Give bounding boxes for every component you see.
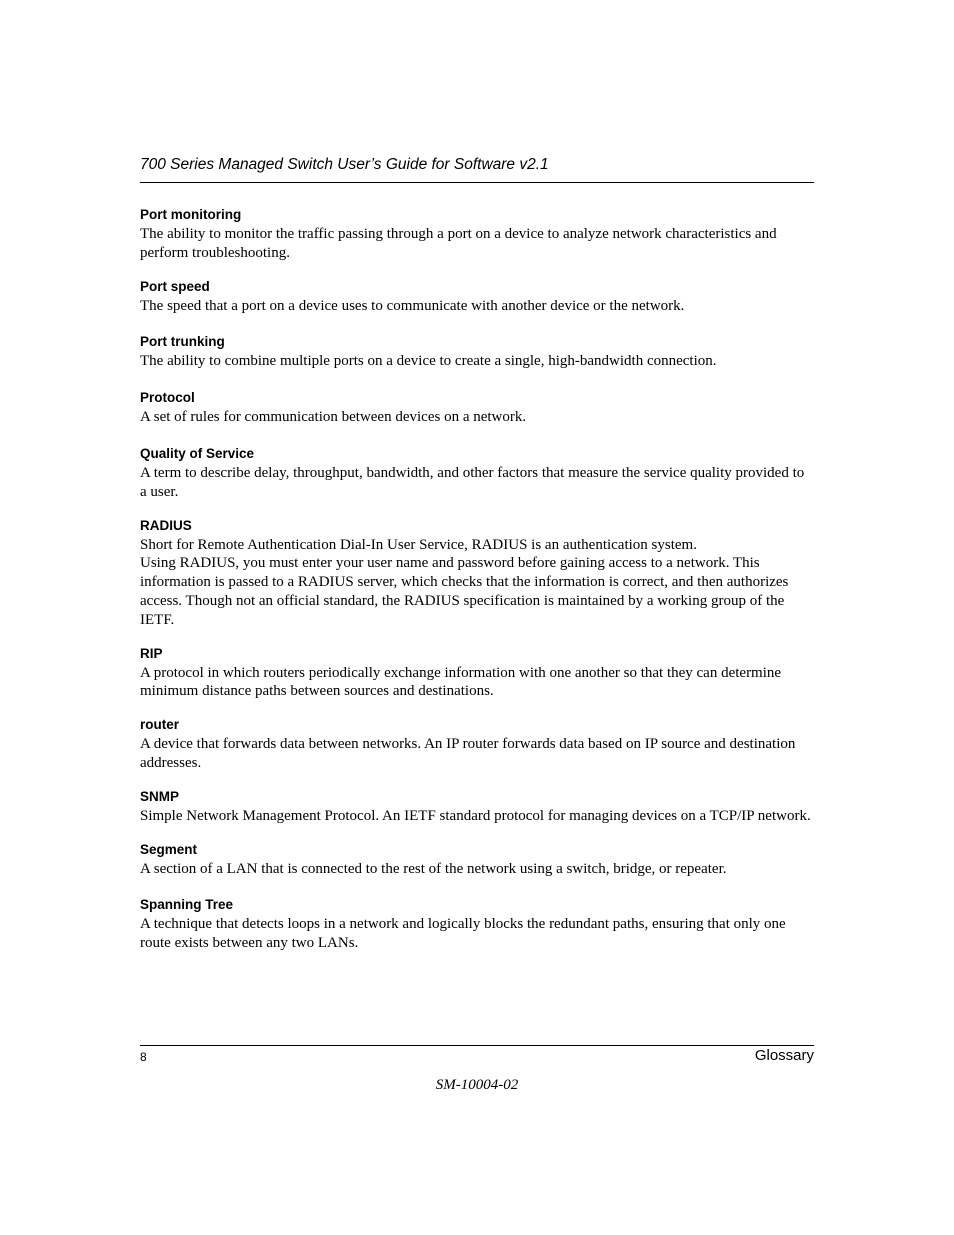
glossary-entry-port-speed bbox=[140, 278, 814, 316]
footer-section-title: Glossary bbox=[754, 1047, 814, 1064]
glossary-term: Spanning Tree bbox=[140, 897, 234, 913]
glossary-term: Port trunking bbox=[140, 334, 225, 350]
glossary-term: Port monitoring bbox=[140, 207, 242, 222]
glossary-entry-spanning-tree bbox=[140, 896, 814, 953]
running-header-title: 700 Series Managed Switch User’s Guide for Software v2.1 bbox=[140, 156, 549, 173]
glossary-term: Quality of Service bbox=[140, 445, 255, 461]
glossary-term: Protocol bbox=[140, 390, 195, 406]
glossary-entry-segment bbox=[140, 841, 814, 879]
page-number: 8 bbox=[140, 1050, 147, 1064]
glossary-term: SNMP bbox=[140, 788, 180, 804]
glossary-definition: A section of a LAN that is connected to the rest of the network using a switch, bridge, or repeater. bbox=[140, 860, 727, 877]
glossary-entry-radius bbox=[140, 517, 814, 630]
glossary-entry-protocol bbox=[140, 389, 814, 427]
glossary-term: Segment bbox=[140, 841, 198, 857]
glossary-entry-quality-of-service bbox=[140, 445, 814, 502]
glossary-entry-port-monitoring bbox=[140, 206, 814, 263]
glossary-definition: A technique that detects loops in a network and logically blocks the redundant paths, ensuring that only one route exists between any two LANs. bbox=[140, 916, 786, 952]
glossary-definition: The ability to combine multiple ports on a device to create a single, high-bandwidth connection. bbox=[140, 353, 717, 370]
glossary-entry-rip bbox=[140, 645, 814, 702]
glossary-definition: The speed that a port on a device uses to communicate with another device or the network. bbox=[140, 297, 685, 314]
glossary-list bbox=[140, 206, 814, 953]
glossary-term: Port speed bbox=[140, 278, 210, 294]
glossary-entry-snmp bbox=[140, 788, 814, 826]
document-number: SM-10004-02 bbox=[435, 1077, 519, 1093]
glossary-term: router bbox=[140, 717, 180, 733]
glossary-term: RADIUS bbox=[140, 517, 192, 533]
glossary-term: RIP bbox=[140, 645, 163, 661]
glossary-definition: The ability to monitor the traffic passing through a port on a device to analyze network characteristics and perform troubleshooting. bbox=[140, 226, 777, 261]
glossary-definition: A term to describe delay, throughput, bandwidth, and other factors that measure the service quality provided to a user. bbox=[140, 464, 805, 500]
glossary-entry-router bbox=[140, 716, 814, 773]
glossary-definition: A protocol in which routers periodically exchange information with one another so that they can determine minimum distance paths between sources and destinations. bbox=[140, 664, 782, 700]
glossary-definition: A set of rules for communication between devices on a network. bbox=[140, 409, 527, 426]
header-rule bbox=[140, 182, 814, 183]
glossary-definition: A device that forwards data between networks. An IP router forwards data based on IP source and destination addresses. bbox=[140, 736, 796, 771]
glossary-entry-port-trunking bbox=[140, 333, 814, 371]
glossary-definition: Simple Network Management Protocol. An IETF standard protocol for managing devices on a TCP/IP network. bbox=[140, 807, 811, 824]
footer-rule bbox=[140, 1045, 814, 1046]
glossary-definition: Short for Remote Authentication Dial-In User Service, RADIUS is an authentication system. bbox=[140, 536, 697, 553]
glossary-definition-continued: Using RADIUS, you must enter your user name and password before gaining access to a network. This information is passed to a RADIUS server, which checks that the information is correct, and then authorizes access. Though not an official standard, the RADIUS specification is maintained by a working group of the IETF. bbox=[140, 555, 789, 628]
